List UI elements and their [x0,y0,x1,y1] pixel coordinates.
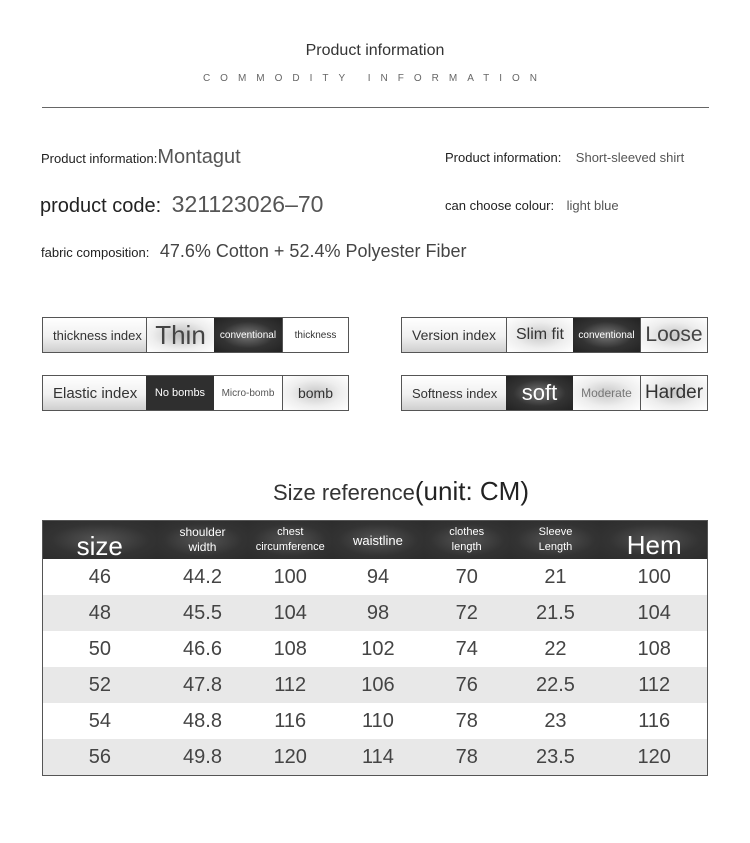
elastic-option-micro-bomb: Micro-bomb [221,387,275,399]
type-label: Product information: [445,150,562,165]
softness-option-soft: soft [506,376,573,410]
type-value: Short-sleeved shirt [575,150,685,165]
table-cell: 120 [273,745,307,768]
elastic-option-no-bombs: No bombs [146,376,214,410]
size-table-header [43,521,707,559]
type-row [445,149,684,167]
table-cell: 45.5 [183,601,222,624]
header-chest-circumference: chest circumference [248,521,332,559]
code-value: 321123026–70 [171,191,324,217]
table-cell: 48.8 [183,709,222,732]
brand-label: Product information: [41,151,158,166]
header-hem: Hem [601,521,707,559]
colour-value: light blue [566,198,619,213]
code-label: product code: [40,195,162,217]
table-cell: 100 [637,565,671,588]
version-index-label: Version index [402,318,506,352]
table-cell: 76 [455,673,478,696]
table-cell: 48 [88,601,111,624]
version-option-loose: Loose [640,318,707,352]
table-cell: 112 [274,673,307,696]
header-size: size [43,521,157,559]
table-cell: 106 [361,673,395,696]
table-cell: 102 [361,637,395,660]
thickness-option-thickness: thickness [282,318,348,352]
header-waistline: waistline [332,521,424,559]
table-cell: 46.6 [183,637,222,660]
fabric-row [41,241,467,262]
thickness-index-box [42,317,349,353]
table-cell: 46 [88,565,111,588]
table-cell: 108 [273,637,307,660]
table-cell: 98 [366,601,390,624]
table-cell: 44.2 [183,565,222,588]
size-reference-heading [273,476,529,507]
version-option-conventional: conventional [573,318,640,352]
softness-index-label: Softness index [402,376,506,410]
table-cell: 70 [455,565,478,588]
header-shoulder-width: shoulder width [157,521,249,559]
table-cell: 74 [455,637,478,660]
table-cell: 120 [637,745,671,768]
header-clothes-length: clothes length [424,521,510,559]
table-cell: 49.8 [183,745,222,768]
brand-value: Montagut [157,146,241,168]
table-cell: 22.5 [535,673,575,696]
table-cell: 78 [455,709,478,732]
size-table-body [43,559,707,775]
table-cell: 22 [544,637,567,660]
softness-option-moderate: Moderate [573,376,640,410]
table-row [43,595,707,631]
table-cell: 104 [637,601,671,624]
table-cell: 114 [362,745,394,768]
elastic-index-box [42,375,349,411]
table-cell: 108 [637,637,671,660]
table-cell: 56 [88,745,111,768]
table-cell: 72 [455,601,478,624]
elastic-option-bomb: bomb [282,376,348,410]
softness-index-box [401,375,708,411]
elastic-index-label: Elastic index [43,376,146,410]
table-row [43,703,707,739]
page-subtitle: COMMODITY INFORMATION [202,73,548,84]
page-title: Product information [305,42,445,59]
table-row [43,667,707,703]
thickness-option-thin: Thin [146,318,214,352]
colour-row [445,197,619,215]
table-cell: 54 [88,709,111,732]
table-cell: 21.5 [535,601,575,624]
table-cell: 110 [362,709,394,732]
table-row [43,631,707,667]
table-cell: 47.8 [183,673,222,696]
thickness-option-conventional: conventional [214,318,282,352]
colour-label: can choose colour: [445,198,555,213]
divider [42,107,709,108]
header-sleeve-length: Sleeve Length [510,521,602,559]
table-cell: 112 [638,673,671,696]
table-cell: 23 [544,709,567,732]
size-table [42,520,708,776]
table-cell: 94 [366,565,390,588]
table-row [43,739,707,775]
table-cell: 104 [273,601,307,624]
table-cell: 100 [273,565,307,588]
table-cell: 116 [274,709,307,732]
code-row [40,191,323,218]
size-reference-unit: (unit: CM) [414,476,529,506]
thickness-index-label: thickness index [43,318,146,352]
table-cell: 21 [544,565,567,588]
version-index-box [401,317,708,353]
fabric-label: fabric composition: [41,245,150,260]
fabric-value: 47.6% Cotton + 52.4% Polyester Fiber [159,241,467,261]
table-cell: 23.5 [535,745,575,768]
table-cell: 78 [455,745,478,768]
softness-option-harder: Harder [640,376,707,410]
table-row [43,559,707,595]
table-cell: 116 [638,709,671,732]
brand-row [41,146,241,169]
size-reference-title: Size reference [273,480,415,505]
version-option-slim-fit: Slim fit [506,318,573,352]
table-cell: 50 [88,637,111,660]
table-cell: 52 [88,673,111,696]
